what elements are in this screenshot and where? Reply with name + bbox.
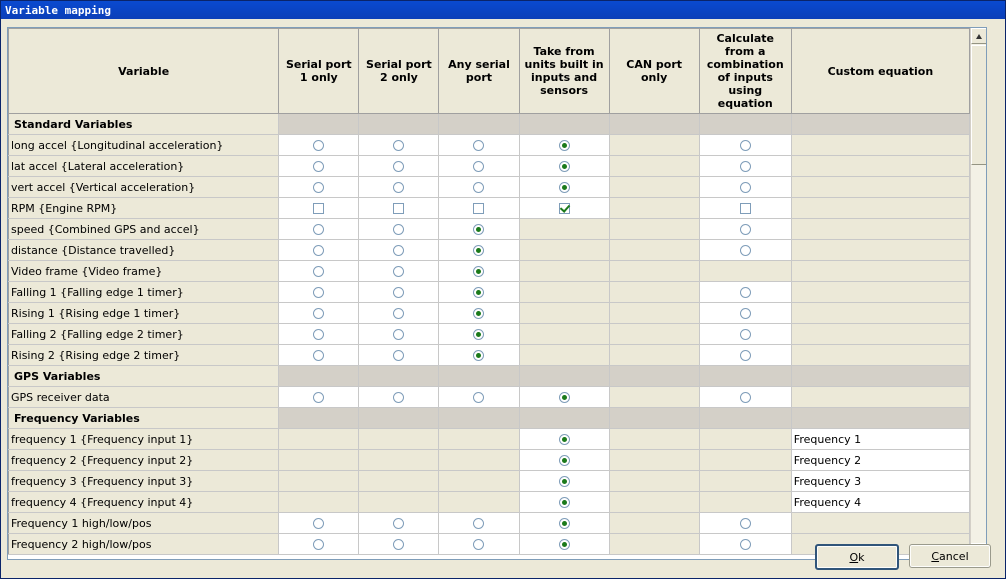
radio-selected-icon[interactable]	[559, 455, 570, 466]
checkbox-unchecked-icon[interactable]	[473, 203, 484, 214]
cell-calculate-equation	[699, 471, 791, 492]
cell-calculate-equation[interactable]	[699, 282, 791, 303]
cell-calculate-equation[interactable]	[699, 387, 791, 408]
section-spacer-cell	[279, 114, 359, 135]
radio-unselected-icon[interactable]	[313, 182, 324, 193]
table-row	[9, 240, 970, 261]
cell-built-in-inputs[interactable]	[519, 513, 609, 534]
cell-serial-port-2[interactable]	[359, 240, 439, 261]
variable-name-cell: Falling 1 {Falling edge 1 timer}	[9, 282, 279, 303]
cell-any-serial-port[interactable]	[439, 219, 519, 240]
section-spacer-cell	[609, 408, 699, 429]
cell-custom-equation	[791, 135, 969, 156]
radio-selected-icon[interactable]	[473, 308, 484, 319]
radio-selected-icon[interactable]	[473, 245, 484, 256]
cell-can-port	[609, 450, 699, 471]
cell-any-serial-port[interactable]	[439, 240, 519, 261]
cell-serial-port-2[interactable]	[359, 345, 439, 366]
table-row	[9, 177, 970, 198]
column-header-calculate-equation: Calculate from a combination of inputs using equation	[699, 29, 791, 114]
cell-can-port	[609, 345, 699, 366]
radio-unselected-icon[interactable]	[740, 161, 751, 172]
cell-custom-equation[interactable]: Frequency 4	[791, 492, 969, 513]
cell-serial-port-2	[359, 471, 439, 492]
column-header-variable: Variable	[9, 29, 279, 114]
checkbox-unchecked-icon[interactable]	[393, 203, 404, 214]
cell-serial-port-2[interactable]	[359, 177, 439, 198]
cell-can-port	[609, 429, 699, 450]
vertical-scrollbar[interactable]	[970, 28, 986, 559]
variable-name-cell: RPM {Engine RPM}	[9, 198, 279, 219]
variable-name-cell: long accel {Longitudinal acceleration}	[9, 135, 279, 156]
cell-serial-port-2[interactable]	[359, 282, 439, 303]
window-title: Variable mapping	[5, 3, 111, 17]
cell-serial-port-2	[359, 450, 439, 471]
cell-can-port	[609, 135, 699, 156]
checkbox-unchecked-icon[interactable]	[313, 203, 324, 214]
cell-can-port	[609, 324, 699, 345]
cell-custom-equation	[791, 345, 969, 366]
cell-serial-port-2[interactable]	[359, 219, 439, 240]
chevron-up-icon	[976, 34, 982, 39]
cell-any-serial-port	[439, 429, 519, 450]
radio-unselected-icon[interactable]	[740, 539, 751, 550]
cell-serial-port-1[interactable]	[279, 387, 359, 408]
variable-name-cell: distance {Distance travelled}	[9, 240, 279, 261]
cell-serial-port-2[interactable]	[359, 198, 439, 219]
table-row	[9, 198, 970, 219]
cell-built-in-inputs	[519, 303, 609, 324]
cell-serial-port-1[interactable]	[279, 282, 359, 303]
cell-built-in-inputs[interactable]	[519, 471, 609, 492]
cell-built-in-inputs[interactable]	[519, 429, 609, 450]
cell-can-port	[609, 261, 699, 282]
radio-unselected-icon[interactable]	[393, 350, 404, 361]
cell-serial-port-1	[279, 450, 359, 471]
section-spacer-cell	[519, 408, 609, 429]
cell-serial-port-1	[279, 471, 359, 492]
cell-custom-equation	[791, 513, 969, 534]
variable-name-cell: Falling 2 {Falling edge 2 timer}	[9, 324, 279, 345]
cell-custom-equation	[791, 324, 969, 345]
cell-built-in-inputs	[519, 282, 609, 303]
column-header-can-port: CAN port only	[609, 29, 699, 114]
radio-unselected-icon[interactable]	[740, 392, 751, 403]
table-scroll-viewport	[8, 28, 970, 559]
cell-built-in-inputs[interactable]	[519, 534, 609, 555]
cell-any-serial-port[interactable]	[439, 198, 519, 219]
cell-any-serial-port[interactable]	[439, 513, 519, 534]
radio-unselected-icon[interactable]	[393, 140, 404, 151]
radio-selected-icon[interactable]	[559, 539, 570, 550]
section-spacer-cell	[609, 366, 699, 387]
radio-unselected-icon[interactable]	[740, 245, 751, 256]
cell-serial-port-1[interactable]	[279, 513, 359, 534]
variable-name-cell: Frequency 2 high/low/pos	[9, 534, 279, 555]
section-spacer-cell	[439, 366, 519, 387]
cell-built-in-inputs[interactable]	[519, 135, 609, 156]
ok-button-label: Ok	[849, 550, 865, 564]
cell-custom-equation	[791, 240, 969, 261]
cell-serial-port-1	[279, 492, 359, 513]
table-row	[9, 303, 970, 324]
cell-built-in-inputs	[519, 219, 609, 240]
cell-serial-port-1[interactable]	[279, 156, 359, 177]
variable-mapping-table-container	[7, 27, 987, 560]
cell-can-port	[609, 492, 699, 513]
cell-any-serial-port[interactable]	[439, 156, 519, 177]
column-header-serial-port-1: Serial port 1 only	[279, 29, 359, 114]
variable-name-cell: Video frame {Video frame}	[9, 261, 279, 282]
variable-name-cell: frequency 4 {Frequency input 4}	[9, 492, 279, 513]
cell-can-port	[609, 282, 699, 303]
cell-custom-equation	[791, 387, 969, 408]
cell-custom-equation	[791, 156, 969, 177]
cell-custom-equation	[791, 219, 969, 240]
cell-serial-port-2[interactable]	[359, 261, 439, 282]
section-spacer-cell	[699, 366, 791, 387]
table-row	[9, 135, 970, 156]
cell-built-in-inputs[interactable]	[519, 450, 609, 471]
radio-unselected-icon[interactable]	[740, 140, 751, 151]
column-header-serial-port-2: Serial port 2 only	[359, 29, 439, 114]
section-spacer-cell	[791, 408, 969, 429]
cell-serial-port-1[interactable]	[279, 198, 359, 219]
radio-unselected-icon[interactable]	[393, 518, 404, 529]
cell-serial-port-1[interactable]	[279, 219, 359, 240]
table-body	[9, 114, 970, 555]
radio-selected-icon[interactable]	[559, 518, 570, 529]
cell-custom-equation	[791, 282, 969, 303]
cell-can-port	[609, 156, 699, 177]
section-label: Frequency Variables	[9, 408, 279, 429]
radio-selected-icon[interactable]	[559, 476, 570, 487]
cell-serial-port-2[interactable]	[359, 303, 439, 324]
cell-custom-equation	[791, 198, 969, 219]
radio-unselected-icon[interactable]	[313, 140, 324, 151]
cell-built-in-inputs	[519, 261, 609, 282]
section-spacer-cell	[519, 366, 609, 387]
radio-unselected-icon[interactable]	[473, 140, 484, 151]
radio-unselected-icon[interactable]	[740, 182, 751, 193]
radio-selected-icon[interactable]	[473, 350, 484, 361]
cell-calculate-equation[interactable]	[699, 219, 791, 240]
radio-selected-icon[interactable]	[473, 329, 484, 340]
cell-built-in-inputs[interactable]	[519, 492, 609, 513]
cell-can-port	[609, 219, 699, 240]
variable-name-cell: GPS receiver data	[9, 387, 279, 408]
cell-any-serial-port	[439, 492, 519, 513]
scroll-up-button[interactable]	[971, 28, 987, 44]
section-spacer-cell	[791, 366, 969, 387]
cell-serial-port-1[interactable]	[279, 345, 359, 366]
section-spacer-cell	[359, 408, 439, 429]
cell-serial-port-1[interactable]	[279, 303, 359, 324]
cell-serial-port-2[interactable]	[359, 156, 439, 177]
table-row	[9, 513, 970, 534]
cell-calculate-equation[interactable]	[699, 345, 791, 366]
radio-unselected-icon[interactable]	[393, 392, 404, 403]
cell-serial-port-2	[359, 492, 439, 513]
radio-unselected-icon[interactable]	[740, 350, 751, 361]
cell-any-serial-port[interactable]	[439, 345, 519, 366]
section-spacer-cell	[519, 114, 609, 135]
cell-calculate-equation[interactable]	[699, 513, 791, 534]
cell-any-serial-port	[439, 471, 519, 492]
cell-any-serial-port[interactable]	[439, 324, 519, 345]
cell-calculate-equation[interactable]	[699, 198, 791, 219]
radio-unselected-icon[interactable]	[393, 308, 404, 319]
cell-built-in-inputs[interactable]	[519, 177, 609, 198]
cell-calculate-equation[interactable]	[699, 156, 791, 177]
cell-calculate-equation[interactable]	[699, 303, 791, 324]
cell-built-in-inputs	[519, 345, 609, 366]
radio-unselected-icon[interactable]	[313, 518, 324, 529]
radio-selected-icon[interactable]	[559, 434, 570, 445]
cell-calculate-equation[interactable]	[699, 177, 791, 198]
column-header-built-in-inputs: Take from units built in inputs and sensors	[519, 29, 609, 114]
cell-built-in-inputs	[519, 240, 609, 261]
cell-any-serial-port[interactable]	[439, 282, 519, 303]
section-label: GPS Variables	[9, 366, 279, 387]
checkbox-unchecked-icon[interactable]	[740, 203, 751, 214]
table-row	[9, 219, 970, 240]
radio-unselected-icon[interactable]	[313, 392, 324, 403]
radio-unselected-icon[interactable]	[393, 224, 404, 235]
cell-custom-equation	[791, 177, 969, 198]
cell-serial-port-2[interactable]	[359, 513, 439, 534]
section-spacer-cell	[359, 114, 439, 135]
ok-button[interactable]	[815, 544, 899, 570]
cell-built-in-inputs	[519, 324, 609, 345]
radio-unselected-icon[interactable]	[313, 539, 324, 550]
table-row	[9, 471, 970, 492]
cell-serial-port-2	[359, 429, 439, 450]
table-row	[9, 429, 970, 450]
table-section-row	[9, 114, 970, 135]
cell-any-serial-port[interactable]	[439, 177, 519, 198]
radio-unselected-icon[interactable]	[313, 329, 324, 340]
section-spacer-cell	[439, 408, 519, 429]
cell-any-serial-port[interactable]	[439, 261, 519, 282]
cell-serial-port-1	[279, 429, 359, 450]
section-spacer-cell	[359, 366, 439, 387]
radio-unselected-icon[interactable]	[313, 224, 324, 235]
cell-can-port	[609, 471, 699, 492]
column-header-any-serial-port: Any serial port	[439, 29, 519, 114]
table-row	[9, 492, 970, 513]
table-section-row	[9, 408, 970, 429]
section-spacer-cell	[699, 408, 791, 429]
section-spacer-cell	[609, 114, 699, 135]
radio-unselected-icon[interactable]	[740, 518, 751, 529]
table-row	[9, 282, 970, 303]
section-spacer-cell	[279, 366, 359, 387]
cell-serial-port-2[interactable]	[359, 135, 439, 156]
variable-name-cell: frequency 1 {Frequency input 1}	[9, 429, 279, 450]
radio-unselected-icon[interactable]	[473, 518, 484, 529]
cell-calculate-equation	[699, 492, 791, 513]
cell-any-serial-port[interactable]	[439, 387, 519, 408]
cell-calculate-equation[interactable]	[699, 240, 791, 261]
cell-built-in-inputs[interactable]	[519, 198, 609, 219]
variable-name-cell: Rising 1 {Rising edge 1 timer}	[9, 303, 279, 324]
cell-can-port	[609, 198, 699, 219]
scrollbar-thumb[interactable]	[971, 45, 987, 165]
radio-unselected-icon[interactable]	[393, 329, 404, 340]
radio-unselected-icon[interactable]	[740, 329, 751, 340]
cell-serial-port-1[interactable]	[279, 534, 359, 555]
radio-unselected-icon[interactable]	[473, 539, 484, 550]
cell-custom-equation	[791, 261, 969, 282]
cell-serial-port-1[interactable]	[279, 177, 359, 198]
checkbox-checked-icon[interactable]	[559, 203, 570, 214]
cell-can-port	[609, 303, 699, 324]
title-bar	[1, 1, 1005, 19]
cell-serial-port-1[interactable]	[279, 135, 359, 156]
table-section-row	[9, 366, 970, 387]
radio-unselected-icon[interactable]	[473, 392, 484, 403]
radio-unselected-icon[interactable]	[393, 539, 404, 550]
radio-unselected-icon[interactable]	[393, 182, 404, 193]
cell-serial-port-1[interactable]	[279, 261, 359, 282]
cell-calculate-equation[interactable]	[699, 534, 791, 555]
radio-selected-icon[interactable]	[559, 161, 570, 172]
table-row	[9, 450, 970, 471]
section-spacer-cell	[791, 114, 969, 135]
cell-can-port	[609, 387, 699, 408]
variable-name-cell: lat accel {Lateral acceleration}	[9, 156, 279, 177]
cell-serial-port-2[interactable]	[359, 534, 439, 555]
cell-serial-port-2[interactable]	[359, 324, 439, 345]
table-row	[9, 156, 970, 177]
cell-calculate-equation	[699, 261, 791, 282]
radio-unselected-icon[interactable]	[313, 266, 324, 277]
dialog-client-area	[1, 20, 1005, 578]
section-spacer-cell	[279, 408, 359, 429]
cell-custom-equation[interactable]: Frequency 2	[791, 450, 969, 471]
radio-unselected-icon[interactable]	[393, 161, 404, 172]
section-spacer-cell	[439, 114, 519, 135]
radio-selected-icon[interactable]	[473, 224, 484, 235]
cell-serial-port-1[interactable]	[279, 240, 359, 261]
radio-unselected-icon[interactable]	[393, 245, 404, 256]
table-row	[9, 387, 970, 408]
cell-any-serial-port[interactable]	[439, 303, 519, 324]
radio-unselected-icon[interactable]	[313, 308, 324, 319]
variable-mapping-table	[8, 28, 970, 555]
cell-can-port	[609, 534, 699, 555]
cancel-button-label: Cancel	[931, 549, 969, 563]
cell-can-port	[609, 513, 699, 534]
radio-unselected-icon[interactable]	[313, 350, 324, 361]
radio-selected-icon[interactable]	[559, 497, 570, 508]
cell-any-serial-port[interactable]	[439, 534, 519, 555]
cell-custom-equation[interactable]: Frequency 3	[791, 471, 969, 492]
cell-custom-equation	[791, 303, 969, 324]
radio-unselected-icon[interactable]	[740, 224, 751, 235]
cell-can-port	[609, 177, 699, 198]
cell-serial-port-2[interactable]	[359, 387, 439, 408]
cell-calculate-equation	[699, 429, 791, 450]
cell-custom-equation[interactable]: Frequency 1	[791, 429, 969, 450]
cell-can-port	[609, 240, 699, 261]
radio-unselected-icon[interactable]	[473, 161, 484, 172]
radio-unselected-icon[interactable]	[740, 287, 751, 298]
cell-serial-port-1[interactable]	[279, 324, 359, 345]
table-row	[9, 324, 970, 345]
dialog-button-bar	[815, 544, 991, 570]
cell-built-in-inputs[interactable]	[519, 156, 609, 177]
section-label: Standard Variables	[9, 114, 279, 135]
cancel-button[interactable]	[909, 544, 991, 568]
cell-calculate-equation	[699, 450, 791, 471]
cell-any-serial-port[interactable]	[439, 135, 519, 156]
variable-name-cell: Frequency 1 high/low/pos	[9, 513, 279, 534]
table-row	[9, 261, 970, 282]
section-spacer-cell	[699, 114, 791, 135]
variable-name-cell: frequency 3 {Frequency input 3}	[9, 471, 279, 492]
cell-built-in-inputs[interactable]	[519, 387, 609, 408]
radio-unselected-icon[interactable]	[313, 245, 324, 256]
radio-unselected-icon[interactable]	[313, 287, 324, 298]
radio-unselected-icon[interactable]	[393, 287, 404, 298]
cell-any-serial-port	[439, 450, 519, 471]
variable-name-cell: Rising 2 {Rising edge 2 timer}	[9, 345, 279, 366]
radio-selected-icon[interactable]	[473, 287, 484, 298]
radio-unselected-icon[interactable]	[740, 308, 751, 319]
table-row	[9, 345, 970, 366]
column-header-custom-equation: Custom equation	[791, 29, 969, 114]
radio-selected-icon[interactable]	[473, 266, 484, 277]
variable-name-cell: frequency 2 {Frequency input 2}	[9, 450, 279, 471]
cell-calculate-equation[interactable]	[699, 324, 791, 345]
radio-selected-icon[interactable]	[559, 140, 570, 151]
radio-unselected-icon[interactable]	[393, 266, 404, 277]
table-header-row	[9, 29, 970, 114]
radio-selected-icon[interactable]	[559, 392, 570, 403]
cell-calculate-equation[interactable]	[699, 135, 791, 156]
radio-unselected-icon[interactable]	[473, 182, 484, 193]
radio-unselected-icon[interactable]	[313, 161, 324, 172]
variable-name-cell: speed {Combined GPS and accel}	[9, 219, 279, 240]
variable-name-cell: vert accel {Vertical acceleration}	[9, 177, 279, 198]
radio-selected-icon[interactable]	[559, 182, 570, 193]
